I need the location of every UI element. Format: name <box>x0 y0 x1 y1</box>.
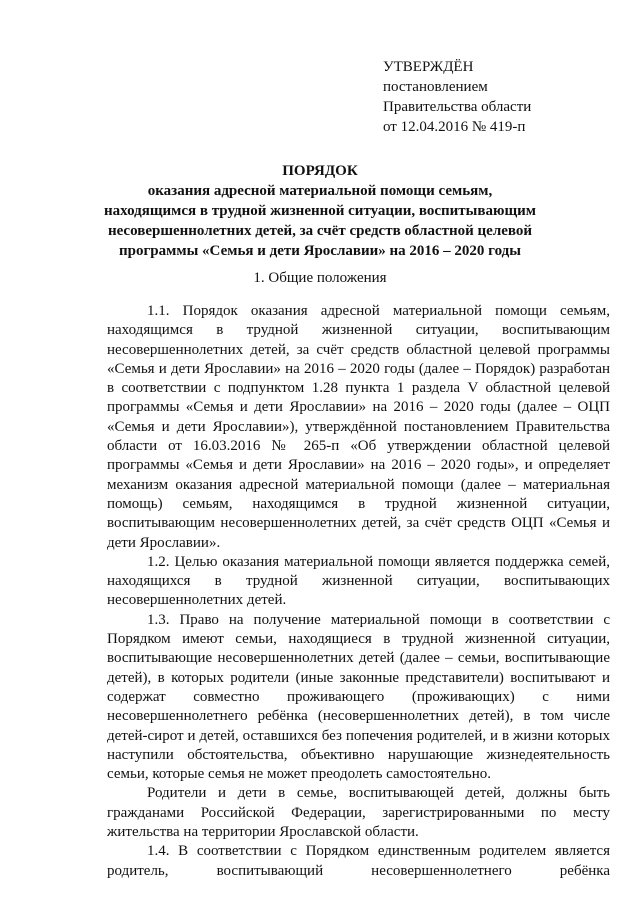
approval-stamp <box>383 57 623 137</box>
paragraph-1-1: 1.1. Порядок оказания адресной материальной помощи семьям, находящимся в трудной жизненной ситуации, воспитывающим несовершеннолетних детей, за счёт средств областной целевой программы «Семья и дети Ярославии» на 2016 – 2020 годы (далее – Порядок) разработан в соответствии с подпунктом 1.28 пункта 1 раздела V областной целевой программы «Семья и дети Ярославии» на 2016 – 2020 годы (далее – ОЦП «Семья и дети Ярославии»), утверждённой постановлением Правительства области от 16.03.2016 № 265-п «Об утверждении областной целевой программы «Семья и дети Ярославии» на 2016 – 2020 годы», и определяет механизм оказания адресной материальной помощи (далее – материальная помощь) семьям, находящимся в трудной жизненной ситуации, воспитывающим несовершеннолетних детей, за счёт средств ОЦП «Семья и дети Ярославии». <box>107 303 610 551</box>
approval-line-government: Правительства области <box>383 99 532 115</box>
document-title-subtitle: оказания адресной материальной помощи семьям, находящимся в трудной жизненной ситуации, воспитывающим несовершеннолетних детей, за счёт средств областной целевой программы «Семья и дети Ярославии» на 2016 – 2020 годы <box>104 183 536 259</box>
paragraph-1-3-citizenship: Родители и дети в семье, воспитывающей детей, должны быть гражданами Российской Федерации, зарегистрированными по месту жительства на территории Ярославской области. <box>107 785 610 841</box>
paragraph-1-3: 1.3. Право на получение материальной помощи в соответствии с Порядком имеют семьи, находящиеся в трудной жизненной ситуации, воспитывающие несовершеннолетних детей (далее – семьи, воспитывающие детей), в которых родители (иные законные представители) воспитывают и содержат совместно проживающего (проживающих) с ними несовершеннолетнего ребёнка (несовершеннолетних детей), в том числе детей-сирот и детей, оставшихся без попечения родителей, и в жизни которых наступили обстоятельства, объективно нарушающие жизнедеятельность семьи, которые семья не может преодолеть самостоятельно. <box>107 611 610 783</box>
approval-line-date-number: от 12.04.2016 № 419-п <box>383 119 526 135</box>
paragraph-1-4: 1.4. В соответствии с Порядком единственным родителем является родитель, воспитывающий несовершеннолетнего ребёнка <box>107 843 610 879</box>
paragraph-1-2: 1.2. Целью оказания материальной помощи является поддержка семей, находящихся в трудной жизненной ситуации, воспитывающих несовершеннолетних детей. <box>107 553 610 609</box>
approval-line-resolution: постановлением <box>383 79 488 95</box>
approval-line-approved: УТВЕРЖДЁН <box>383 59 474 75</box>
document-body <box>107 302 610 881</box>
section-heading: 1. Общие положения <box>253 270 387 286</box>
document-title-heading: ПОРЯДОК <box>282 163 358 179</box>
document-title <box>100 161 540 261</box>
